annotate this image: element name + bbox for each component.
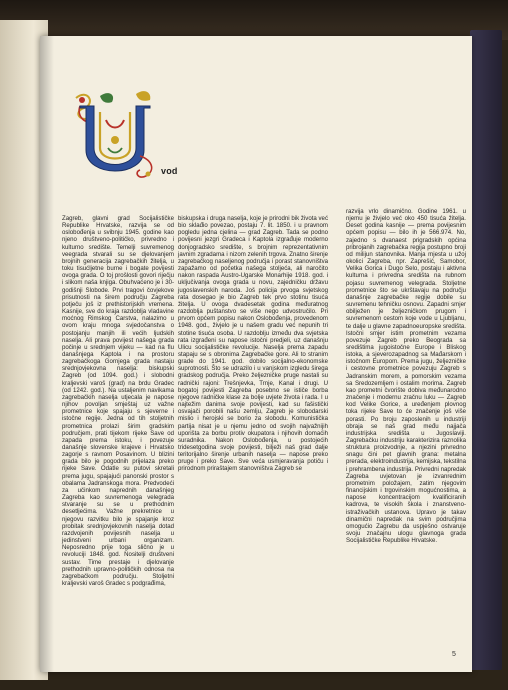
section-heading: vod (161, 166, 178, 176)
text-column-3 (346, 208, 466, 544)
illuminated-initial-icon (70, 86, 160, 182)
page-gutter-shadow (40, 36, 54, 672)
text-column-1 (62, 215, 174, 587)
paragraph: razvija vrlo dinamično. Godine 1961. u njemu je živjelo već oko 450 tisuća žitelja. Deset godina kasnije — prema povijesnim općem popisu — bilo ih je 566.974. No, zajedno s dvanaest prigradskih općina pribrojanih zagrebačka regija postupno broji od milijun stanovnika. Manja mjesta u užoj okolici Zagreba, npr. Zaprešić, Samobor, Velika Gorica i Dugo Selo, postaju i aktivna kulturna i privredna središta na rubnom pojasu suvremenog velegrada. Stoljetne prometnice što se ukrštavaju na području današnje zagrebačke regije dobile su suvremenu tehničku osnovu. Zapadni smjer obilježen je željezničkom prugom i suvremenom cestom koje vode u Ljubljanu, te dalje u glavne zapadnoeuropske središta. Istočni smjer istim prometnim vezama povezuje Zagreb preko Beograda sa središtima jugoistočne Europe i Bliskog istoka, a sjeverozapadnog sa Mađarskom i istočnom Europom. Prema jugu, željezničke i cestovne prometnice povezuju Zagreb s Jadranskim morem, a pomorskim vezama sa Sredozemljem i ostalim morima. Zagreb kao prometni čvorište dobiva međunarodno značenje i modernu zračnu luku — Zagreb kod Velike Gorice, a uređenjem plovnog toka rijeke Save to će značenje još više porasti. Po broju zaposlenih u industriji obraja se naš grad među najjača industrijska središta u Jugoslaviji. Zagrebačku industriju karakterizira raznolika struktura proizvodnje, a njezini privredno snagu čini pet glavnih grana: metalna prerada, elektroindustrija, kemijska, tekstilna i prehrambena industrija. Privredni napredak Zagreba uvjetovan je izvanrednim prometnim položajem, zatim njegovim financijskim i trgovinskim mogućnostima, a napose koncentracijom kvalificiranih kadrova, te visokih škola i znanstveno-istraživačkih ustanova. Upravo je takav dinamični napredak na svim područjima omogućio Zagrebu da uspješno ostvaruje svoju značajnu ulogu glavnoga grada Socijalističke Republike Hrvatske. (346, 208, 466, 545)
text-column-2 (178, 215, 328, 473)
paragraph: biskupska i druga naselja, koje je prirodni bik života već bio sklađio povezao, postaju 7. lit. 1850. i u pravnom pogledu jedna cjelina — grad Zagreb. Tada se podno povijesni jezgri Gradeca i Kaptola izgrađuje moderno donjogradsko središte, s brojnim reprezentativnim javnim zgradama i nizom zelenih trgova. Znatno širenje zagrebačkog naseljenog područja i porast stanovništva zapažamo od početka našega stoljeća, ali naročito nakon raspada Austro-Ugarske Monarhije 1918. god. i uključivanja ovoga grada u novu, zajedničku državu jugoslavenskih naroda. Još policija prvoga svjetskog rata dosegao je bio Zagreb tek prvo stotinu tisuća žitelja. U ovoga dvadesetak godina međuratnog razdoblja puštanstvo se više nego udvostručilo. Pri prvom općem popisu nakon Oslobođenja, provedenom 1948. god., živjelo je u našem gradu već nepunih tri stotine tisuća osoba. U razdoblju između dva svjetska rata izgrađeni su napose istočni predjeli, uz današnju Ulicu socijalističke revolucije. Naselja prema zapadu stapaju se s obronima Zagrebačke gore. Ali to stranim grade do 1941. god. dobilo socijalno-ekonomske suprotnosti. Što se udrazilo i u vanjskom izgledu širega gradskog područja. Preko željezničke pruge nastali su radnički rajoni: Trešnjevka, Trnje, Kanal i drugi. U bogatoj povijesti Zagreba posebno se ističe borba njegove radničke klase za bolje uvjete života i rada. I u najtežim danima svoje povijesti, kad su fašistički osvajači porobili našu zemlju, Zagreb je slobodarski mislio i herojski se borio za slobodu. Komunistička partija nisat je u njemu jedno od svojih najvažnijih uporišta za borbu protiv okupatora i njihovih domaćih suradnika. Nakon Oslobođenja, u postojećih tridesetgodina svoje povijesti, bilježi naš grad dalje teritorijalno širenje urbanih naselja — napose preko pruge i preko Save. Sve veća usmjeravanja potiču i prirodnom priraštajem stanovništva Zagreb se (178, 215, 328, 473)
background-top (0, 0, 508, 40)
paragraph: Zagreb, glavni grad Socijalističke Republike Hrvatske, razvija se od oslobođenja u svibnju 1945. godine kao njeno društveno-političko, privredno i kulturno središte. Temelji suvremenog veegrada stvarali su se djelovanjem brojnih generacija zagrebačkih žitelja, u toku tisućljetne burne i bogate povijesti ovoga grada. O toj prošlosti govori riječju i slikom naša knjiga. Obuhvaćeno je i 30-godišnji Slobode. Prvi tragovi čovjekove prisutnosti na širem području Zagreba potječu još iz prethistorijskih vremena. Kasnije, sve do kraja razdoblja vladavine moćnog Rimskog Carstva, nalazimo u ovom kraju mnoga svjedočanstva o postojanju manjih ili većih ljudskih naselja. Ali prava povijest našega grada počinje u srednjem vijeku — kad na flu današnjega Kaptola i na prostoru zagrebačkoga Gornjega grada nastaju srednjovjekovna naselja: biskupski Zagreb (od 1094. god.) i slobodni kraljevski varoš (grad) na brdu Gradec (od 1242. god.). Na ustaljenim navikama zagrebačkih naselja utjecala je napose njihov povoljan smještaj uz važne prometnice koje spajaju s sjeverne i istočne regije. Jedna od tih stoljetnih prometnica prolazi širim gradskim područjem, prati tijekom rijeke Save od zapada prema istoku, i povezuje današnje slovenske krajeve i Hrvatsko zagorje s ravnom Posavinom. U blizini grada bilo je pogodnih prijelaza preko rijeke Save. Odatle su putovi skretali prema jugu, spajajući panonski prostor s obalama Jadranskoga mora. Predvodeći za učinkom naprednih današnjeg Zagreba kao suvremenoga velegrada stvaranje su se u prethodnim desetljećima. Važne prekretnice u njegovu razvitku bilo je spajanje kroz probitak srednjovjekovnih naselja dotad razdvojenih povijesnih naselja u jedinstveni urbani organizam. Neposredno prije toga slično je u revoluciji 1848. god. Nositelji društveni sustav. Time prestaje i djelovanje prethodnih upravno-političkih odnosa na zagrebačkom području. Stoljetni kraljevski varoš Gradec s podgrađima, (62, 215, 174, 587)
page-number: 5 (452, 651, 456, 658)
book-cover-edge (470, 30, 502, 670)
